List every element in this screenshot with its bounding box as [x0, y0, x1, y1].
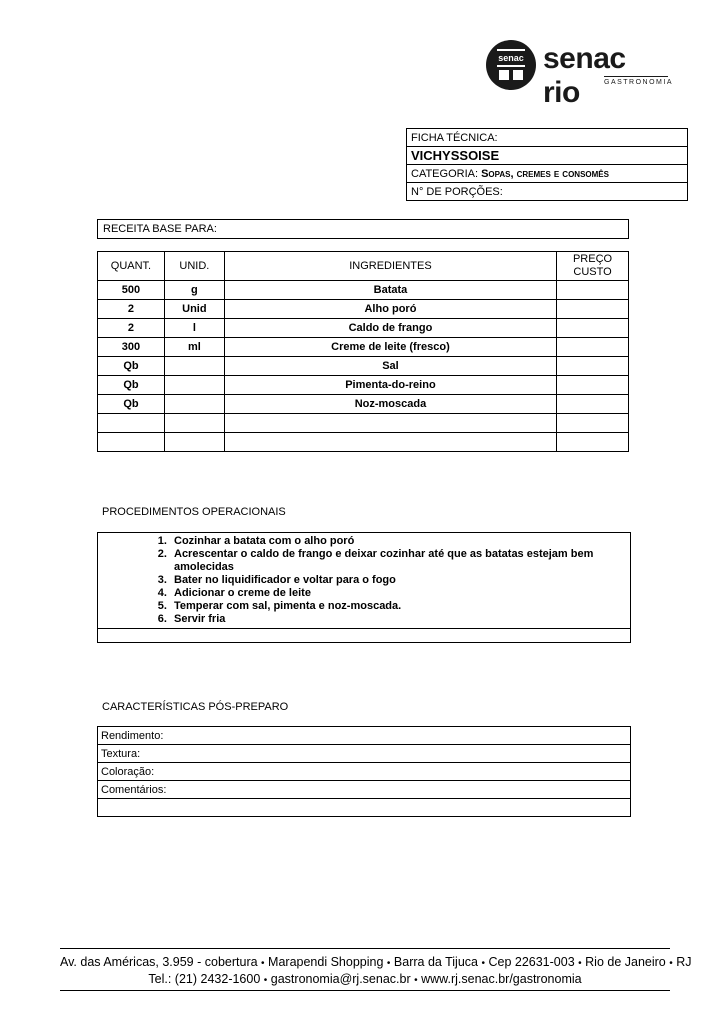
quant-cell: 500 — [98, 281, 165, 300]
unid-cell — [164, 376, 224, 395]
receita-base-field: RECEITA BASE PARA: — [97, 219, 629, 239]
header-ingredientes: INGREDIENTES — [224, 252, 556, 281]
table-row-empty — [98, 414, 629, 433]
table-row — [98, 395, 629, 414]
list-item: 3. Bater no liquidificador e voltar para o fogo — [170, 574, 630, 587]
procedimentos-blank-row — [98, 628, 630, 642]
ingrediente-cell: Pimenta-do-reino — [224, 376, 556, 395]
senac-rio-logo — [486, 40, 674, 109]
ingrediente-cell: Batata — [224, 281, 556, 300]
footer-divider-bottom — [60, 990, 670, 991]
caracteristicas-title: CARACTERÍSTICAS PÓS-PREPARO — [102, 701, 289, 713]
unid-cell: g — [164, 281, 224, 300]
preco-cell — [557, 281, 629, 300]
logo-subtitle: GASTRONOMIA — [604, 79, 674, 86]
ingrediente-cell: Alho poró — [224, 300, 556, 319]
quant-cell: Qb — [98, 395, 165, 414]
table-row — [98, 357, 629, 376]
footer-divider-top — [60, 948, 670, 949]
list-item: 2. Acrescentar o caldo de frango e deixar cozinhar até que as batatas estejam bem amolecidas — [170, 548, 630, 574]
header-unid: UNID. — [164, 252, 224, 281]
quant-cell: Qb — [98, 357, 165, 376]
ingrediente-cell: Sal — [224, 357, 556, 376]
unid-cell — [164, 395, 224, 414]
list-item: 5. Temperar com sal, pimenta e noz-moscada. — [170, 600, 630, 613]
preco-cell — [557, 338, 629, 357]
porcoes-label: N° DE PORÇÕES: — [407, 183, 688, 201]
logo-wordmark: senac rio — [543, 42, 626, 109]
list-item: 4. Adicionar o creme de leite — [170, 587, 630, 600]
senac-logo-mark — [486, 40, 536, 90]
header-quant: QUANT. — [98, 252, 165, 281]
preco-cell — [557, 376, 629, 395]
categoria-row — [407, 165, 688, 183]
table-row-empty — [98, 433, 629, 452]
quant-cell: 2 — [98, 300, 165, 319]
preco-cell — [557, 357, 629, 376]
caracteristicas-blank-row — [98, 799, 631, 817]
quant-cell: Qb — [98, 376, 165, 395]
footer-address: Av. das Américas, 3.959 - cobertura • Marapendi Shopping • Barra da Tijuca • Cep 22631-003 • Rio de Janeiro • RJ — [60, 955, 692, 969]
table-row — [98, 376, 629, 395]
table-row — [98, 319, 629, 338]
quant-cell: 2 — [98, 319, 165, 338]
procedimentos-box — [97, 532, 631, 643]
coloracao-label: Coloração: — [98, 763, 631, 781]
ingredients-header-row — [98, 252, 629, 281]
table-row — [98, 300, 629, 319]
comentarios-label: Comentários: — [98, 781, 631, 799]
unid-cell: ml — [164, 338, 224, 357]
recipe-name: VICHYSSOISE — [407, 147, 688, 165]
ingrediente-cell: Creme de leite (fresco) — [224, 338, 556, 357]
unid-cell: Unid — [164, 300, 224, 319]
ingredients-table — [97, 251, 629, 452]
footer-phone: Tel.: (21) 2432-1600 — [148, 972, 261, 986]
list-item: 1. Cozinhar a batata com o alho poró — [170, 535, 630, 548]
categoria-label: CATEGORIA: — [411, 167, 482, 180]
preco-cell — [557, 300, 629, 319]
unid-cell — [164, 357, 224, 376]
procedimentos-title: PROCEDIMENTOS OPERACIONAIS — [102, 506, 286, 518]
unid-cell: l — [164, 319, 224, 338]
ficha-label: FICHA TÉCNICA: — [407, 129, 688, 147]
table-row — [98, 281, 629, 300]
categoria-value: Sopas, cremes e consomês — [481, 167, 609, 180]
quant-cell: 300 — [98, 338, 165, 357]
ingrediente-cell: Caldo de frango — [224, 319, 556, 338]
logo-mark-text: senac — [498, 53, 524, 63]
preco-cell — [557, 395, 629, 414]
rendimento-label: Rendimento: — [98, 727, 631, 745]
caracteristicas-table — [97, 726, 631, 817]
footer-email: gastronomia@rj.senac.br — [270, 972, 411, 986]
ingrediente-cell: Noz-moscada — [224, 395, 556, 414]
preco-cell — [557, 319, 629, 338]
header-preco-custo: PREÇO CUSTO — [557, 252, 629, 281]
procedimentos-list — [98, 533, 630, 628]
list-item: 6. Servir fria — [170, 613, 630, 626]
textura-label: Textura: — [98, 745, 631, 763]
ficha-tecnica-box — [406, 128, 688, 201]
table-row — [98, 338, 629, 357]
footer-website: www.rj.senac.br/gastronomia — [421, 972, 582, 986]
footer-contact: Tel.: (21) 2432-1600 • gastronomia@rj.senac.br • www.rj.senac.br/gastronomia — [148, 972, 582, 986]
